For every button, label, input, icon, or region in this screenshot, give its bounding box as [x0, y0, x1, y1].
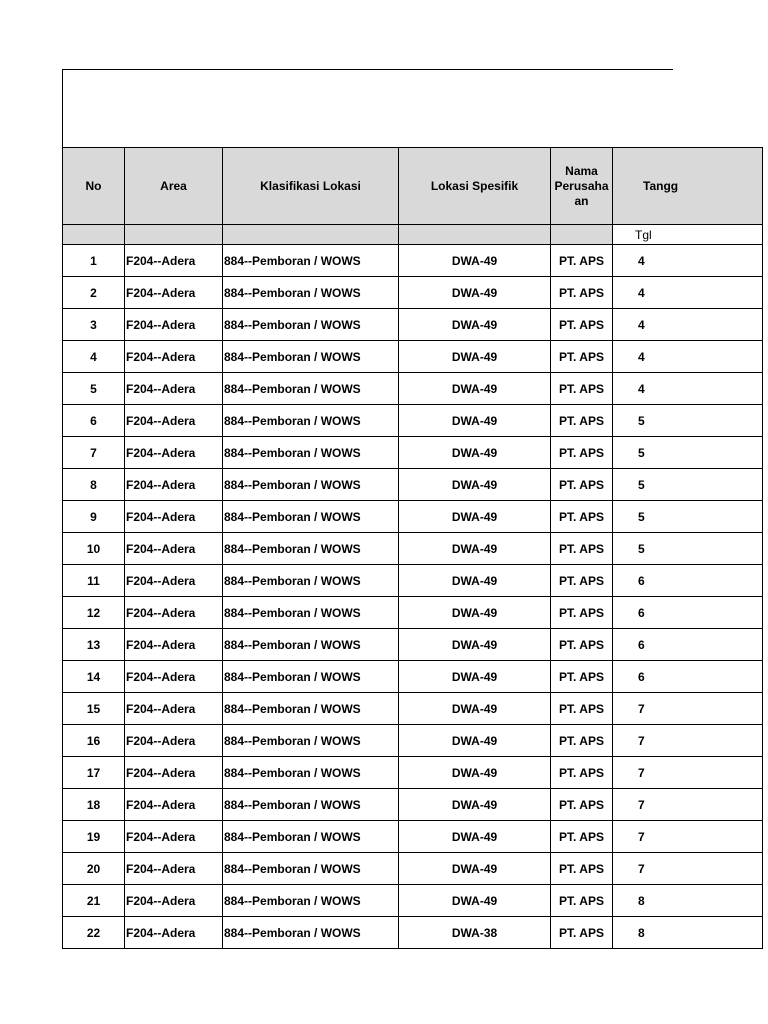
data-table	[62, 147, 763, 949]
cell-lokasi[interactable]: DWA-49	[399, 309, 551, 341]
table-row	[63, 789, 763, 821]
cell-area[interactable]: F204--Adera	[125, 341, 223, 373]
cell-tgl[interactable]: 7	[613, 821, 763, 853]
cell-klasifikasi[interactable]: 884--Pemboran / WOWS	[223, 853, 399, 885]
cell-klasifikasi[interactable]: 884--Pemboran / WOWS	[223, 725, 399, 757]
cell-no[interactable]: 15	[63, 693, 125, 725]
cell-klasifikasi[interactable]: 884--Pemboran / WOWS	[223, 437, 399, 469]
cell-lokasi[interactable]: DWA-49	[399, 629, 551, 661]
cell-nama[interactable]: PT. APS	[551, 917, 613, 949]
cell-area[interactable]: F204--Adera	[125, 533, 223, 565]
cell-lokasi[interactable]: DWA-49	[399, 597, 551, 629]
cell-lokasi[interactable]: DWA-49	[399, 661, 551, 693]
cell-no[interactable]: 5	[63, 373, 125, 405]
cell-nama[interactable]: PT. APS	[551, 309, 613, 341]
cell-no[interactable]: 8	[63, 469, 125, 501]
table-row	[63, 309, 763, 341]
cell-nama[interactable]: PT. APS	[551, 405, 613, 437]
cell-klasifikasi[interactable]: 884--Pemboran / WOWS	[223, 757, 399, 789]
table-row	[63, 885, 763, 917]
cell-tgl[interactable]: 4	[613, 373, 763, 405]
table-row	[63, 469, 763, 501]
cell-lokasi[interactable]: DWA-49	[399, 405, 551, 437]
cell-tgl[interactable]: 5	[613, 469, 763, 501]
cell-klasifikasi[interactable]: 884--Pemboran / WOWS	[223, 533, 399, 565]
cell-no[interactable]: 7	[63, 437, 125, 469]
cell-tgl[interactable]: 5	[613, 533, 763, 565]
cell-area[interactable]: F204--Adera	[125, 437, 223, 469]
table-row	[63, 693, 763, 725]
cell-nama[interactable]: PT. APS	[551, 373, 613, 405]
cell-nama[interactable]: PT. APS	[551, 565, 613, 597]
table-row	[63, 629, 763, 661]
cell-tgl[interactable]: 8	[613, 917, 763, 949]
cell-no[interactable]: 9	[63, 501, 125, 533]
cell-klasifikasi[interactable]: 884--Pemboran / WOWS	[223, 405, 399, 437]
subheader-cell[interactable]	[551, 225, 613, 245]
cell-klasifikasi[interactable]: 884--Pemboran / WOWS	[223, 373, 399, 405]
cell-tgl[interactable]: 7	[613, 757, 763, 789]
cell-lokasi[interactable]: DWA-49	[399, 469, 551, 501]
cell-area[interactable]: F204--Adera	[125, 853, 223, 885]
cell-klasifikasi[interactable]: 884--Pemboran / WOWS	[223, 565, 399, 597]
table-row	[63, 501, 763, 533]
cell-klasifikasi[interactable]: 884--Pemboran / WOWS	[223, 661, 399, 693]
cell-klasifikasi[interactable]: 884--Pemboran / WOWS	[223, 469, 399, 501]
cell-tgl[interactable]: 5	[613, 437, 763, 469]
cell-lokasi[interactable]: DWA-49	[399, 437, 551, 469]
table-row	[63, 277, 763, 309]
table-row	[63, 853, 763, 885]
cell-lokasi[interactable]: DWA-49	[399, 245, 551, 277]
cell-area[interactable]: F204--Adera	[125, 821, 223, 853]
cell-nama[interactable]: PT. APS	[551, 533, 613, 565]
cell-no[interactable]: 14	[63, 661, 125, 693]
subheader-cell[interactable]	[125, 225, 223, 245]
cell-tgl[interactable]: 7	[613, 853, 763, 885]
cell-tgl[interactable]: 8	[613, 885, 763, 917]
cell-klasifikasi[interactable]: 884--Pemboran / WOWS	[223, 277, 399, 309]
data-table-viewport	[62, 147, 679, 949]
cell-no[interactable]: 12	[63, 597, 125, 629]
cell-area[interactable]: F204--Adera	[125, 469, 223, 501]
cell-klasifikasi[interactable]: 884--Pemboran / WOWS	[223, 629, 399, 661]
cell-tgl[interactable]: 7	[613, 725, 763, 757]
cell-klasifikasi[interactable]: 884--Pemboran / WOWS	[223, 597, 399, 629]
cell-no[interactable]: 11	[63, 565, 125, 597]
cell-nama[interactable]: PT. APS	[551, 821, 613, 853]
cell-lokasi[interactable]: DWA-49	[399, 501, 551, 533]
cell-tgl[interactable]: 5	[613, 405, 763, 437]
table-row	[63, 245, 763, 277]
title-area	[62, 69, 673, 148]
cell-tgl[interactable]: 4	[613, 245, 763, 277]
table-row	[63, 917, 763, 949]
cell-lokasi[interactable]: DWA-49	[399, 373, 551, 405]
cell-nama[interactable]: PT. APS	[551, 725, 613, 757]
cell-area[interactable]: F204--Adera	[125, 565, 223, 597]
cell-no[interactable]: 4	[63, 341, 125, 373]
cell-area[interactable]: F204--Adera	[125, 277, 223, 309]
col-header-nama[interactable]: Nama Perusaha an	[551, 148, 613, 225]
cell-nama[interactable]: PT. APS	[551, 277, 613, 309]
cell-nama[interactable]: PT. APS	[551, 885, 613, 917]
table-body	[63, 245, 763, 949]
cell-area[interactable]: F204--Adera	[125, 597, 223, 629]
cell-tgl[interactable]: 7	[613, 789, 763, 821]
cell-area[interactable]: F204--Adera	[125, 917, 223, 949]
cell-tgl[interactable]: 4	[613, 341, 763, 373]
cell-no[interactable]: 19	[63, 821, 125, 853]
cell-no[interactable]: 2	[63, 277, 125, 309]
cell-area[interactable]: F204--Adera	[125, 309, 223, 341]
subheader-tgl[interactable]: Tgl	[613, 225, 763, 245]
cell-lokasi[interactable]: DWA-49	[399, 821, 551, 853]
cell-nama[interactable]: PT. APS	[551, 661, 613, 693]
cell-tgl[interactable]: 5	[613, 501, 763, 533]
cell-tgl[interactable]: 6	[613, 597, 763, 629]
cell-lokasi[interactable]: DWA-49	[399, 885, 551, 917]
cell-klasifikasi[interactable]: 884--Pemboran / WOWS	[223, 501, 399, 533]
cell-area[interactable]: F204--Adera	[125, 661, 223, 693]
cell-area[interactable]: F204--Adera	[125, 789, 223, 821]
cell-nama[interactable]: PT. APS	[551, 757, 613, 789]
cell-area[interactable]: F204--Adera	[125, 885, 223, 917]
cell-klasifikasi[interactable]: 884--Pemboran / WOWS	[223, 693, 399, 725]
cell-tgl[interactable]: 6	[613, 629, 763, 661]
table-row	[63, 405, 763, 437]
table-row	[63, 597, 763, 629]
cell-area[interactable]: F204--Adera	[125, 757, 223, 789]
col-header-lokasi[interactable]: Lokasi Spesifik	[399, 148, 551, 225]
cell-area[interactable]: F204--Adera	[125, 245, 223, 277]
cell-nama[interactable]: PT. APS	[551, 693, 613, 725]
cell-area[interactable]: F204--Adera	[125, 405, 223, 437]
col-header-area[interactable]: Area	[125, 148, 223, 225]
cell-tgl[interactable]: 4	[613, 277, 763, 309]
cell-nama[interactable]: PT. APS	[551, 437, 613, 469]
table-row	[63, 725, 763, 757]
cell-no[interactable]: 13	[63, 629, 125, 661]
cell-area[interactable]: F204--Adera	[125, 629, 223, 661]
subheader-cell[interactable]	[63, 225, 125, 245]
col-header-klasifikasi[interactable]: Klasifikasi Lokasi	[223, 148, 399, 225]
cell-lokasi[interactable]: DWA-49	[399, 533, 551, 565]
cell-klasifikasi[interactable]: 884--Pemboran / WOWS	[223, 917, 399, 949]
cell-area[interactable]: F204--Adera	[125, 725, 223, 757]
table-row	[63, 341, 763, 373]
table-row	[63, 437, 763, 469]
cell-klasifikasi[interactable]: 884--Pemboran / WOWS	[223, 885, 399, 917]
cell-klasifikasi[interactable]: 884--Pemboran / WOWS	[223, 309, 399, 341]
subheader-cell[interactable]	[399, 225, 551, 245]
table-row	[63, 373, 763, 405]
cell-no[interactable]: 18	[63, 789, 125, 821]
cell-klasifikasi[interactable]: 884--Pemboran / WOWS	[223, 821, 399, 853]
cell-lokasi[interactable]: DWA-49	[399, 725, 551, 757]
subheader-row	[63, 225, 763, 245]
cell-no[interactable]: 17	[63, 757, 125, 789]
cell-no[interactable]: 1	[63, 245, 125, 277]
cell-tgl[interactable]: 6	[613, 565, 763, 597]
cell-lokasi[interactable]: DWA-49	[399, 853, 551, 885]
cell-klasifikasi[interactable]: 884--Pemboran / WOWS	[223, 341, 399, 373]
cell-lokasi[interactable]: DWA-49	[399, 565, 551, 597]
cell-nama[interactable]: PT. APS	[551, 245, 613, 277]
table-row	[63, 821, 763, 853]
cell-area[interactable]: F204--Adera	[125, 693, 223, 725]
cell-tgl[interactable]: 4	[613, 309, 763, 341]
cell-nama[interactable]: PT. APS	[551, 341, 613, 373]
cell-nama[interactable]: PT. APS	[551, 597, 613, 629]
cell-no[interactable]: 16	[63, 725, 125, 757]
table-row	[63, 661, 763, 693]
cell-nama[interactable]: PT. APS	[551, 501, 613, 533]
table-row	[63, 533, 763, 565]
cell-nama[interactable]: PT. APS	[551, 853, 613, 885]
cell-lokasi[interactable]: DWA-49	[399, 757, 551, 789]
table-row	[63, 565, 763, 597]
cell-lokasi[interactable]: DWA-49	[399, 789, 551, 821]
cell-area[interactable]: F204--Adera	[125, 373, 223, 405]
header-row	[63, 148, 763, 225]
cell-lokasi[interactable]: DWA-49	[399, 277, 551, 309]
cell-no[interactable]: 20	[63, 853, 125, 885]
cell-area[interactable]: F204--Adera	[125, 501, 223, 533]
cell-klasifikasi[interactable]: 884--Pemboran / WOWS	[223, 789, 399, 821]
cell-nama[interactable]: PT. APS	[551, 629, 613, 661]
cell-no[interactable]: 22	[63, 917, 125, 949]
cell-tgl[interactable]: 7	[613, 693, 763, 725]
cell-no[interactable]: 3	[63, 309, 125, 341]
cell-no[interactable]: 6	[63, 405, 125, 437]
cell-no[interactable]: 10	[63, 533, 125, 565]
cell-klasifikasi[interactable]: 884--Pemboran / WOWS	[223, 245, 399, 277]
cell-lokasi[interactable]: DWA-49	[399, 341, 551, 373]
cell-nama[interactable]: PT. APS	[551, 469, 613, 501]
cell-no[interactable]: 21	[63, 885, 125, 917]
table-row	[63, 757, 763, 789]
cell-tgl[interactable]: 6	[613, 661, 763, 693]
cell-lokasi[interactable]: DWA-38	[399, 917, 551, 949]
cell-nama[interactable]: PT. APS	[551, 789, 613, 821]
col-header-tanggal[interactable]: Tangg	[613, 148, 763, 225]
subheader-cell[interactable]	[223, 225, 399, 245]
col-header-no[interactable]: No	[63, 148, 125, 225]
cell-lokasi[interactable]: DWA-49	[399, 693, 551, 725]
